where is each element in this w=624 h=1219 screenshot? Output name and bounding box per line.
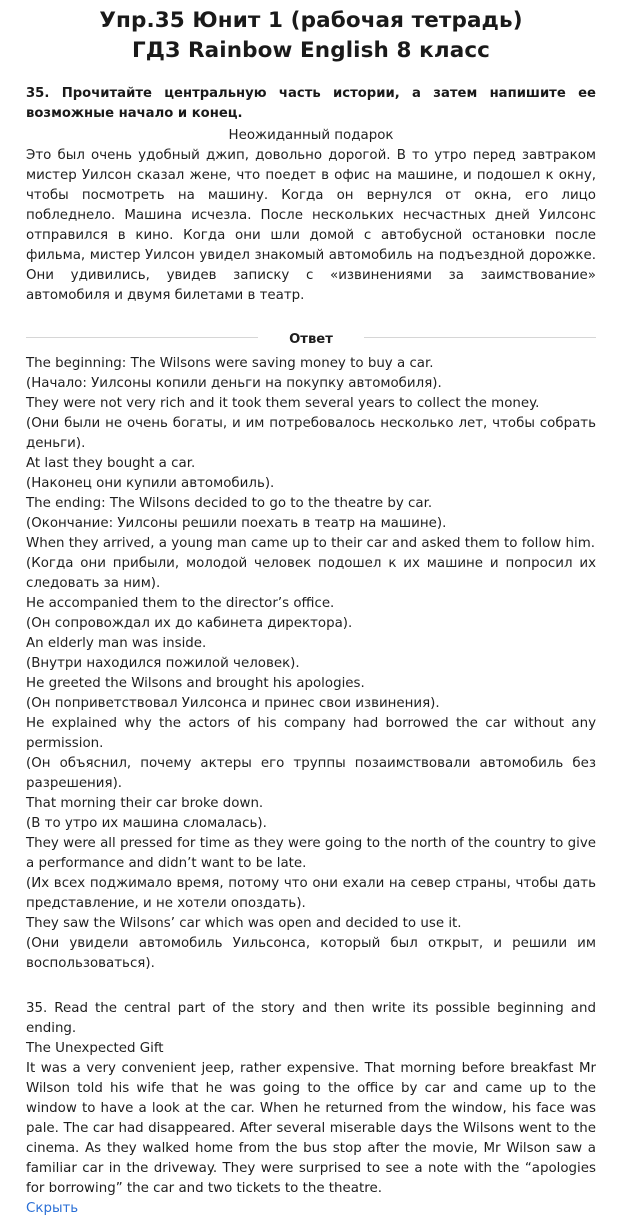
answer-text <box>26 354 596 974</box>
answer-line: (Они были не очень богаты, и им потребовалось несколько лет, чтобы собрать деньги). <box>26 416 596 451</box>
hide-link[interactable]: Скрыть <box>26 1201 79 1216</box>
answer-line: At last they bought a car. <box>26 456 196 471</box>
page-title <box>26 6 596 66</box>
answer-line: (Он сопровождал их до кабинета директора). <box>26 616 353 631</box>
task-heading: 35. Прочитайте центральную часть истории, а затем напишите ее возможные начало и конец. <box>26 86 596 121</box>
story-title-ru: Неожиданный подарок <box>228 128 394 143</box>
page-content <box>26 0 596 1219</box>
answer-line: (Начало: Уилсоны копили деньги на покупку автомобиля). <box>26 376 442 391</box>
answer-label: Ответ <box>289 332 333 347</box>
divider-line-right <box>364 337 596 338</box>
answer-line: (Окончание: Уилсоны решили поехать в театр на машине). <box>26 516 447 531</box>
answer-line: (Он поприветствовал Уилсонса и принес свои извинения). <box>26 696 440 711</box>
answer-line: An elderly man was inside. <box>26 636 207 651</box>
divider-line-left <box>26 337 258 338</box>
english-story-text: It was a very convenient jeep, rather expensive. That morning before breakfast Mr Wilson told his wife that he was going to the office by car and came up to the window to have a look at the car. When he returned from the window, his face was pale. The car had disappeared. After several miserable days the Wilsons went to the cinema. As they walked home from the bus stop after the movie, Mr Wilson saw a familiar car in the driveway. They were surprised to see a note with the “apologies for borrowing” the car and two tickets to the theatre. <box>26 1061 596 1196</box>
answer-line: (Наконец они купили автомобиль). <box>26 476 275 491</box>
answer-line: They saw the Wilsons’ car which was open and decided to use it. <box>26 916 462 931</box>
story-text-ru: Это был очень удобный джип, довольно дорогой. В то утро перед завтраком мистер Уилсон сказал жене, что поедет в офис на машине, и подошел к окну, чтобы посмотреть на машину. Когда он вернулся от окна, его лицо побледнело. Машина исчезла. После нескольких несчастных дней Уилсонс отправился в кино. Когда они шли домой с автобусной остановки после фильма, мистер Уилсон увидел знакомый автомобиль на подъездной дорожке. Они удивились, увидев записку с «извинениями за заимствование» автомобиля и двумя билетами в театр. <box>26 148 596 303</box>
answer-line: When they arrived, a young man came up to their car and asked them to follow him. <box>26 536 596 551</box>
answer-line: The beginning: The Wilsons were saving money to buy a car. <box>26 356 434 371</box>
answer-line: (Они увидели автомобиль Уильсонса, который был открыт, и решили им воспользоваться). <box>26 936 596 971</box>
answer-divider <box>26 328 596 346</box>
answer-line: He greeted the Wilsons and brought his apologies. <box>26 676 365 691</box>
answer-line: He explained why the actors of his company had borrowed the car without any permission. <box>26 716 596 751</box>
english-story-title: The Unexpected Gift <box>26 1041 164 1056</box>
page-title-line-1: Упр.35 Юнит 1 (рабочая тетрадь) <box>99 8 523 33</box>
answer-line: (Он объяснил, почему актеры его труппы позаимствовали автомобиль без разрешения). <box>26 756 596 791</box>
english-task-line: 35. Read the central part of the story and then write its possible beginning and ending. <box>26 1001 596 1036</box>
english-task-section <box>26 999 596 1219</box>
answer-line: That morning their car broke down. <box>26 796 264 811</box>
answer-line: (Их всех поджимало время, потому что они ехали на север страны, чтобы дать представление, и не хотели опоздать). <box>26 876 596 911</box>
answer-line: The ending: The Wilsons decided to go to the theatre by car. <box>26 496 433 511</box>
answer-line: They were all pressed for time as they were going to the north of the country to give a performance and didn’t want to be late. <box>26 836 596 871</box>
answer-line: (Когда они прибыли, молодой человек подошел к их машине и попросил их следовать за ним). <box>26 556 596 591</box>
answer-line: (Внутри находился пожилой человек). <box>26 656 300 671</box>
answer-line: He accompanied them to the director’s office. <box>26 596 335 611</box>
answer-line: They were not very rich and it took them several years to collect the money. <box>26 396 540 411</box>
answer-line: (В то утро их машина сломалась). <box>26 816 267 831</box>
page-title-line-2: ГДЗ Rainbow English 8 класс <box>131 38 491 63</box>
